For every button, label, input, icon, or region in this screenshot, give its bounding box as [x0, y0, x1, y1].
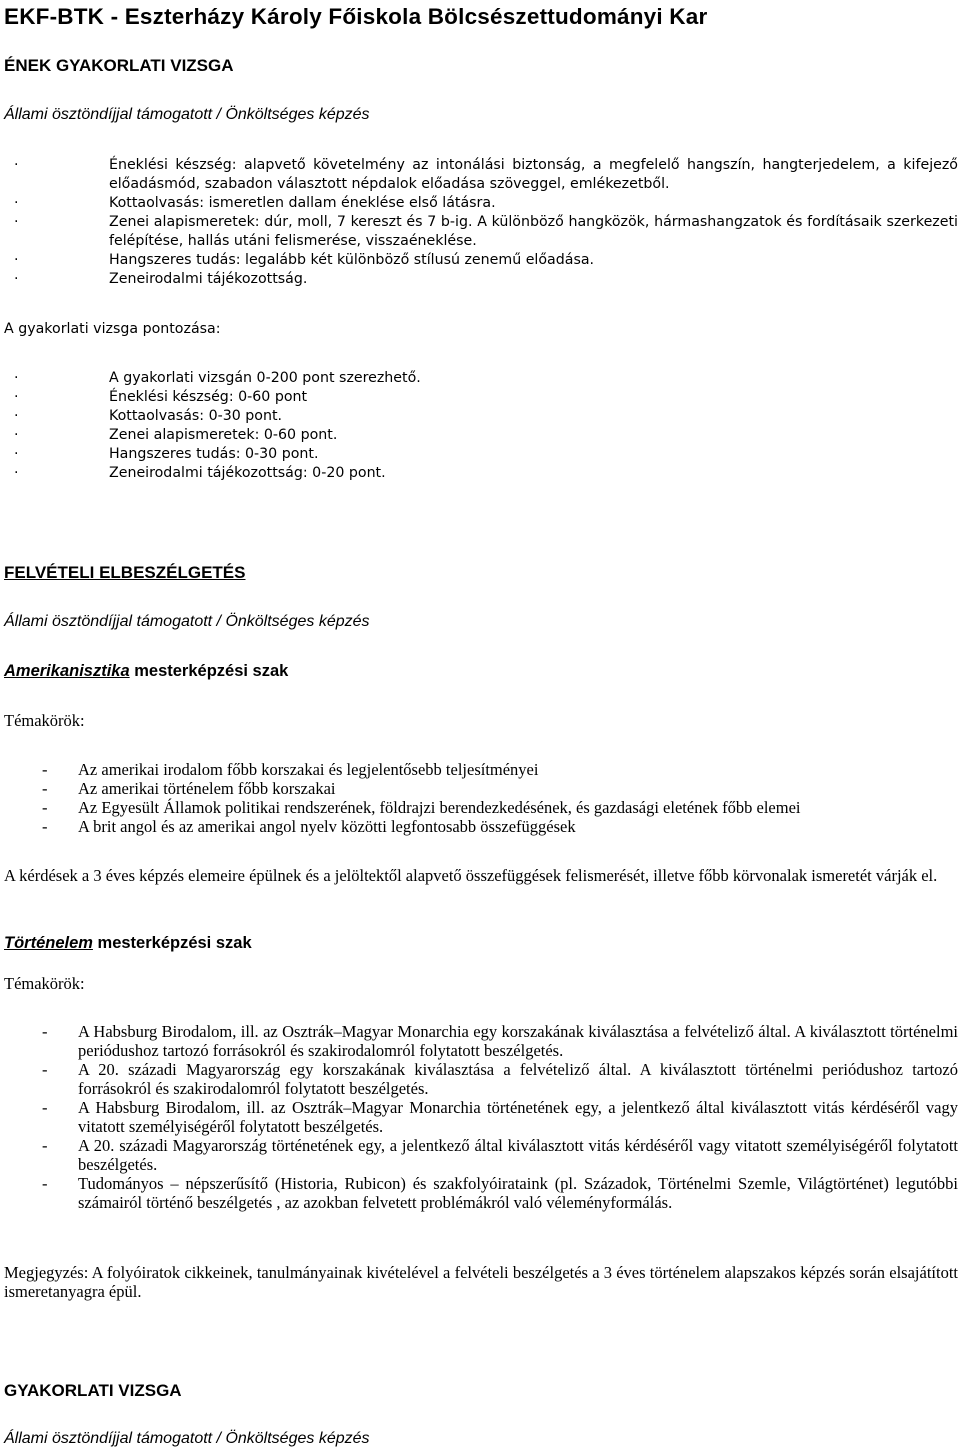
tortenelem-note: Megjegyzés: A folyóiratok cikkeinek, tanulmányainak kivételével a felvételi beszélgetés a 3 éves történelem alapszakos képzés során elsajátított ismeretanyagra épül. [4, 1263, 958, 1301]
dash-marker: - [42, 1098, 48, 1117]
item-text: Az amerikai irodalom főbb korszakai és legjelentősebb teljesítményei [78, 760, 539, 779]
list-item [4, 156, 958, 194]
bullet-marker: · [14, 446, 19, 462]
dash-marker: - [42, 1060, 48, 1079]
list-item [4, 369, 958, 388]
item-text: Hangszeres tudás: legalább két különböző stílusú zenemű előadása. [109, 252, 595, 268]
dash-marker: - [42, 1022, 48, 1041]
list-item [4, 1060, 958, 1098]
bullet-marker: · [14, 408, 19, 424]
dash-marker: - [42, 760, 48, 779]
item-text: Zeneirodalmi tájékozottság: 0-20 pont. [109, 465, 386, 481]
item-text: Zenei alapismeretek: 0-60 pont. [109, 427, 338, 443]
bullet-marker: · [14, 195, 19, 211]
item-text: A gyakorlati vizsgán 0-200 pont szerezhető. [109, 370, 421, 386]
list-item [4, 798, 958, 817]
list-item [4, 779, 958, 798]
requirements-list [4, 156, 958, 289]
list-item [4, 760, 958, 779]
list-item [4, 464, 958, 483]
bullet-marker: · [14, 389, 19, 405]
item-text: Kottaolvasás: ismeretlen dallam éneklése első látásra. [109, 195, 496, 211]
dash-marker: - [42, 798, 48, 817]
scoring-label: A gyakorlati vizsga pontozása: [4, 321, 221, 337]
item-text: Az amerikai történelem főbb korszakai [78, 779, 336, 798]
item-text: A 20. századi Magyarország történetének egy, a jelentkező által kiválasztott vitás kérdéséről vagy vitatott személyiségéről folytatott beszélgetés. [78, 1136, 958, 1174]
dash-marker: - [42, 1136, 48, 1155]
list-item [4, 426, 958, 445]
item-text: Az Egyesült Államok politikai rendszerének, földrajzi berendezkedésének, és gazdasági eletének főbb elemei [78, 798, 801, 817]
list-item [4, 1098, 958, 1136]
list-item [4, 388, 958, 407]
topics-label: Témakörök: [4, 711, 85, 730]
list-item [4, 407, 958, 426]
bullet-marker: · [14, 271, 19, 287]
page-title: EKF-BTK - Eszterházy Károly Főiskola Bölcsészettudományi Kar [4, 4, 708, 29]
program-suffix: mesterképzési szak [92, 934, 252, 952]
program-name: Amerikanisztika [4, 662, 130, 680]
program-title-amerikanisztika [4, 662, 288, 681]
item-text: A Habsburg Birodalom, ill. az Osztrák–Magyar Monarchia egy korszakának kiválasztása a felvételiző által. A kiválasztott történelmi periódushoz tartozó forrásokról és szakirodalomról folytatott beszélgetés. [78, 1022, 958, 1060]
section-heading-felveteli: FELVÉTELI ELBESZÉLGETÉS [4, 563, 246, 582]
dash-marker: - [42, 779, 48, 798]
amerikanisztika-topics [4, 760, 958, 836]
list-item [4, 1136, 958, 1174]
item-text: A 20. századi Magyarország egy korszakának kiválasztása a felvételiző által. A kiválasztott történelmi periódushoz tartozó forrásokról és szakirodalomról folytatott beszélgetés. [78, 1060, 958, 1098]
item-text: A Habsburg Birodalom, ill. az Osztrák–Magyar Monarchia történetének egy, a jelentkező által kiválasztott vitás kérdéséről vagy vitatott személyiségéről folytatott beszélgetés. [78, 1098, 958, 1136]
bullet-marker: · [14, 157, 19, 173]
bullet-marker: · [14, 370, 19, 386]
funding-note-1: Állami ösztöndíjjal támogatott / Önköltséges képzés [4, 106, 370, 123]
dash-marker: - [42, 1174, 48, 1193]
list-item [4, 194, 958, 213]
tortenelem-topics [4, 1022, 958, 1212]
item-text: Zeneirodalmi tájékozottság. [109, 271, 308, 287]
item-text: Éneklési készség: 0-60 pont [109, 389, 308, 405]
funding-note-2: Állami ösztöndíjjal támogatott / Önköltséges képzés [4, 613, 370, 630]
item-text: Kottaolvasás: 0-30 pont. [109, 408, 283, 424]
list-item [4, 213, 958, 251]
scoring-list [4, 369, 958, 483]
bullet-marker: · [14, 465, 19, 481]
list-item [4, 251, 958, 270]
section-heading-enek: ÉNEK GYAKORLATI VIZSGA [4, 56, 234, 75]
topics-label: Témakörök: [4, 974, 85, 993]
item-text: A brit angol és az amerikai angol nyelv közötti legfontosabb összefüggések [78, 817, 576, 836]
item-text: Hangszeres tudás: 0-30 pont. [109, 446, 319, 462]
section-heading-gyakorlati: GYAKORLATI VIZSGA [4, 1381, 182, 1400]
item-text: Zenei alapismeretek: dúr, moll, 7 kereszt és 7 b-ig. A különböző hangközök, hármashangzatok és fordításaik szerkezeti felépítése, hallás utáni felismerése, visszaéneklése. [109, 214, 958, 249]
list-item [4, 817, 958, 836]
list-item [4, 1174, 958, 1212]
item-text: Tudományos – népszerűsítő (Historia, Rubicon) és szakfolyóirataink (pl. Századok, Történelmi Szemle, Világtörténet) legutóbbi számairól történő beszélgetés , az azokban felvetett problémákról való véleményformálás. [78, 1174, 958, 1212]
item-text: Éneklési készség: alapvető követelmény az intonálási biztonság, a megfelelő hangszín, hangterjedelem, a kifejező előadásmód, szabadon választott népdalok előadása szöveggel, emlékezetből. [109, 157, 958, 192]
list-item [4, 270, 958, 289]
bullet-marker: · [14, 214, 19, 230]
bullet-marker: · [14, 252, 19, 268]
program-suffix: mesterképzési szak [129, 662, 289, 680]
funding-note-3: Állami ösztöndíjjal támogatott / Önköltséges képzés [4, 1430, 370, 1447]
program-title-tortenelem [4, 934, 252, 953]
dash-marker: - [42, 817, 48, 836]
program-name: Történelem [4, 934, 93, 952]
amerikanisztika-note: A kérdések a 3 éves képzés elemeire épülnek és a jelöltektől alapvető összefüggések felismerését, illetve főbb körvonalak ismeretét várják el. [4, 866, 938, 885]
list-item [4, 445, 958, 464]
list-item [4, 1022, 958, 1060]
bullet-marker: · [14, 427, 19, 443]
